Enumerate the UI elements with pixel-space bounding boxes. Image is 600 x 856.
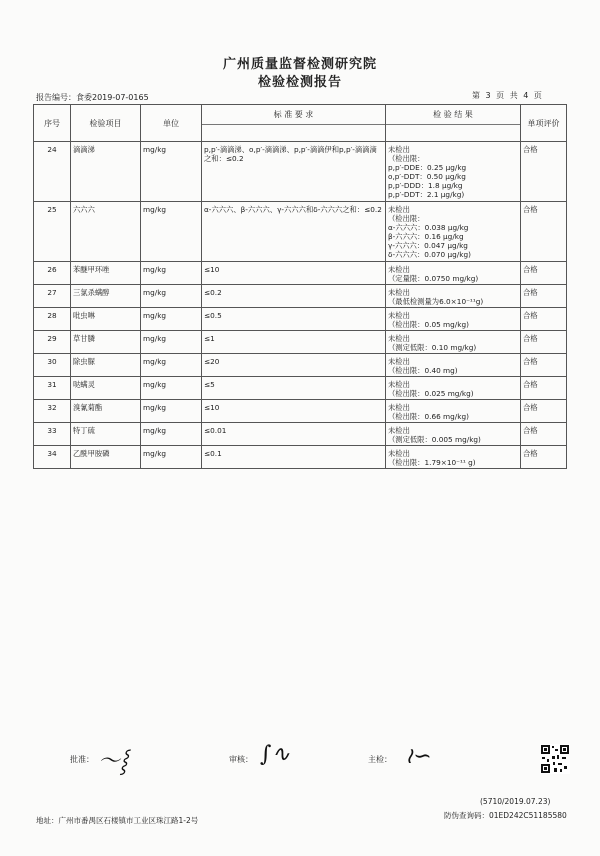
judgement: 合格 [521, 142, 567, 202]
row-number: 29 [34, 331, 71, 354]
result-line: p,p′-DDE：0.25 μg/kg [388, 163, 467, 172]
item-name: 三氯杀螨醇 [71, 285, 141, 308]
item-name: 苯醚甲环唑 [71, 262, 141, 285]
standard-requirement: α-六六六、β-六六六、γ-六六六和δ-六六六之和：≤0.2 [202, 202, 386, 262]
standard-requirement: ≤10 [202, 262, 386, 285]
inspect-label: 主检： [368, 755, 392, 764]
item-name: 哒螨灵 [71, 377, 141, 400]
row-number: 34 [34, 446, 71, 469]
result-line: 未检出 [388, 380, 410, 389]
results-table [33, 104, 567, 469]
test-result [386, 423, 521, 446]
test-result [386, 446, 521, 469]
standard-requirement: ≤0.5 [202, 308, 386, 331]
item-name: 除虫脲 [71, 354, 141, 377]
institute-title: 广州质量监督检测研究院 [222, 57, 377, 72]
test-result [386, 262, 521, 285]
item-name: 草甘膦 [71, 331, 141, 354]
qr-code-icon [540, 744, 570, 774]
standard-requirement: ≤5 [202, 377, 386, 400]
table-row [34, 423, 567, 446]
table-row [34, 354, 567, 377]
standard-requirement: ≤10 [202, 400, 386, 423]
standard-requirement: ≤0.1 [202, 446, 386, 469]
table-row [34, 202, 567, 262]
unit: mg/kg [141, 331, 202, 354]
result-line: 未检出 [388, 449, 410, 458]
result-line: 未检出 [388, 205, 410, 214]
table-row [34, 142, 567, 202]
row-number: 26 [34, 262, 71, 285]
table-row [34, 331, 567, 354]
test-result [386, 142, 521, 202]
result-line: β-六六六：0.16 μg/kg [388, 232, 464, 241]
table-row [34, 308, 567, 331]
item-name: 吡虫啉 [71, 308, 141, 331]
page-info: 第 3 页 共 4 页 [472, 91, 542, 100]
result-line: p,p′-DDT：2.1 μg/kg) [388, 190, 465, 199]
test-result [386, 202, 521, 262]
row-number: 30 [34, 354, 71, 377]
result-line: 未检出 [388, 357, 410, 366]
unit: mg/kg [141, 308, 202, 331]
col-standard-header [202, 105, 386, 142]
judgement: 合格 [521, 354, 567, 377]
result-line: 未检出 [388, 288, 410, 297]
result-header-label: 检 验 结 果 [386, 105, 520, 125]
col-judge-header: 单项评价 [521, 105, 567, 142]
judgement: 合格 [521, 202, 567, 262]
standard-requirement: p,p′-滴滴涕、o,p′-滴滴涕、p,p′-滴滴伊和p,p′-滴滴滴之和：≤0.2 [202, 142, 386, 202]
item-name: 溴氰菊酯 [71, 400, 141, 423]
table-row [34, 446, 567, 469]
table-row [34, 262, 567, 285]
result-line: 未检出 [388, 311, 410, 320]
standard-requirement: ≤0.2 [202, 285, 386, 308]
col-result-header [386, 105, 521, 142]
judgement: 合格 [521, 308, 567, 331]
unit: mg/kg [141, 423, 202, 446]
judgement: 合格 [521, 262, 567, 285]
standard-requirement: ≤1 [202, 331, 386, 354]
result-line: 未检出 [388, 403, 410, 412]
unit: mg/kg [141, 377, 202, 400]
standard-header-label: 标 准 要 求 [202, 105, 385, 125]
judgement: 合格 [521, 446, 567, 469]
result-line: 未检出 [388, 145, 410, 154]
row-number: 25 [34, 202, 71, 262]
result-line: （测定低限：0.10 mg/kg) [388, 343, 477, 352]
report-title: 检验检测报告 [257, 75, 342, 90]
result-line: 未检出 [388, 334, 410, 343]
approve-signature: 〜⸾ [98, 749, 128, 774]
row-number: 28 [34, 308, 71, 331]
row-number: 27 [34, 285, 71, 308]
anti-fake-code: 防伪查询码：01ED242C51185580 [444, 811, 567, 820]
unit: mg/kg [141, 142, 202, 202]
review-signature: ∫∿ [260, 742, 290, 767]
address: 地址：广州市番禺区石楼镇市工业区珠江路1-2号 [36, 816, 199, 825]
standard-requirement: ≤20 [202, 354, 386, 377]
inspect-signature: ≀∽ [405, 744, 432, 769]
judgement: 合格 [521, 423, 567, 446]
table-row [34, 377, 567, 400]
table-header-row [34, 105, 567, 142]
review-label: 审核： [229, 755, 253, 764]
result-line: （检出限： [388, 214, 425, 223]
judgement: 合格 [521, 331, 567, 354]
unit: mg/kg [141, 202, 202, 262]
unit: mg/kg [141, 400, 202, 423]
result-line: （最低检测量为6.0×10⁻¹¹g) [388, 297, 484, 306]
unit: mg/kg [141, 285, 202, 308]
standard-requirement: ≤0.01 [202, 423, 386, 446]
result-line: （检出限：1.79×10⁻¹¹ g) [388, 458, 476, 467]
item-name: 六六六 [71, 202, 141, 262]
result-line: （检出限：0.025 mg/kg) [388, 389, 474, 398]
test-result [386, 331, 521, 354]
result-line: （检出限：0.05 mg/kg) [388, 320, 469, 329]
table-row [34, 400, 567, 423]
row-number: 31 [34, 377, 71, 400]
test-result [386, 354, 521, 377]
row-number: 24 [34, 142, 71, 202]
test-result [386, 285, 521, 308]
result-line: δ-六六六：0.070 μg/kg) [388, 250, 471, 259]
unit: mg/kg [141, 262, 202, 285]
item-name: 滴滴涕 [71, 142, 141, 202]
unit: mg/kg [141, 354, 202, 377]
result-line: （检出限： [388, 154, 425, 163]
table-row [34, 285, 567, 308]
result-line: o,p′-DDT：0.50 μg/kg [388, 172, 466, 181]
col-unit-header: 单位 [141, 105, 202, 142]
result-line: p,p′-DDD：1.8 μg/kg [388, 181, 463, 190]
item-name: 乙酰甲胺磷 [71, 446, 141, 469]
report-number: 报告编号：食委2019-07-0165 [36, 93, 149, 102]
judgement: 合格 [521, 377, 567, 400]
test-result [386, 377, 521, 400]
col-no-header: 序号 [34, 105, 71, 142]
result-line: （定量限：0.0750 mg/kg) [388, 274, 479, 283]
unit: mg/kg [141, 446, 202, 469]
row-number: 33 [34, 423, 71, 446]
result-line: γ-六六六：0.047 μg/kg [388, 241, 468, 250]
row-number: 32 [34, 400, 71, 423]
result-line: （检出限：0.40 mg) [388, 366, 458, 375]
result-line: α-六六六：0.038 μg/kg [388, 223, 469, 232]
judgement: 合格 [521, 285, 567, 308]
result-line: 未检出 [388, 265, 410, 274]
item-name: 特丁硫 [71, 423, 141, 446]
test-result [386, 400, 521, 423]
judgement: 合格 [521, 400, 567, 423]
test-result [386, 308, 521, 331]
result-line: （检出限：0.66 mg/kg) [388, 412, 469, 421]
document-code: (5710/2019.07.23) [480, 797, 551, 806]
result-line: （测定低限：0.005 mg/kg) [388, 435, 481, 444]
result-line: 未检出 [388, 426, 410, 435]
approve-label: 批准： [70, 755, 94, 764]
col-item-header: 检验项目 [71, 105, 141, 142]
